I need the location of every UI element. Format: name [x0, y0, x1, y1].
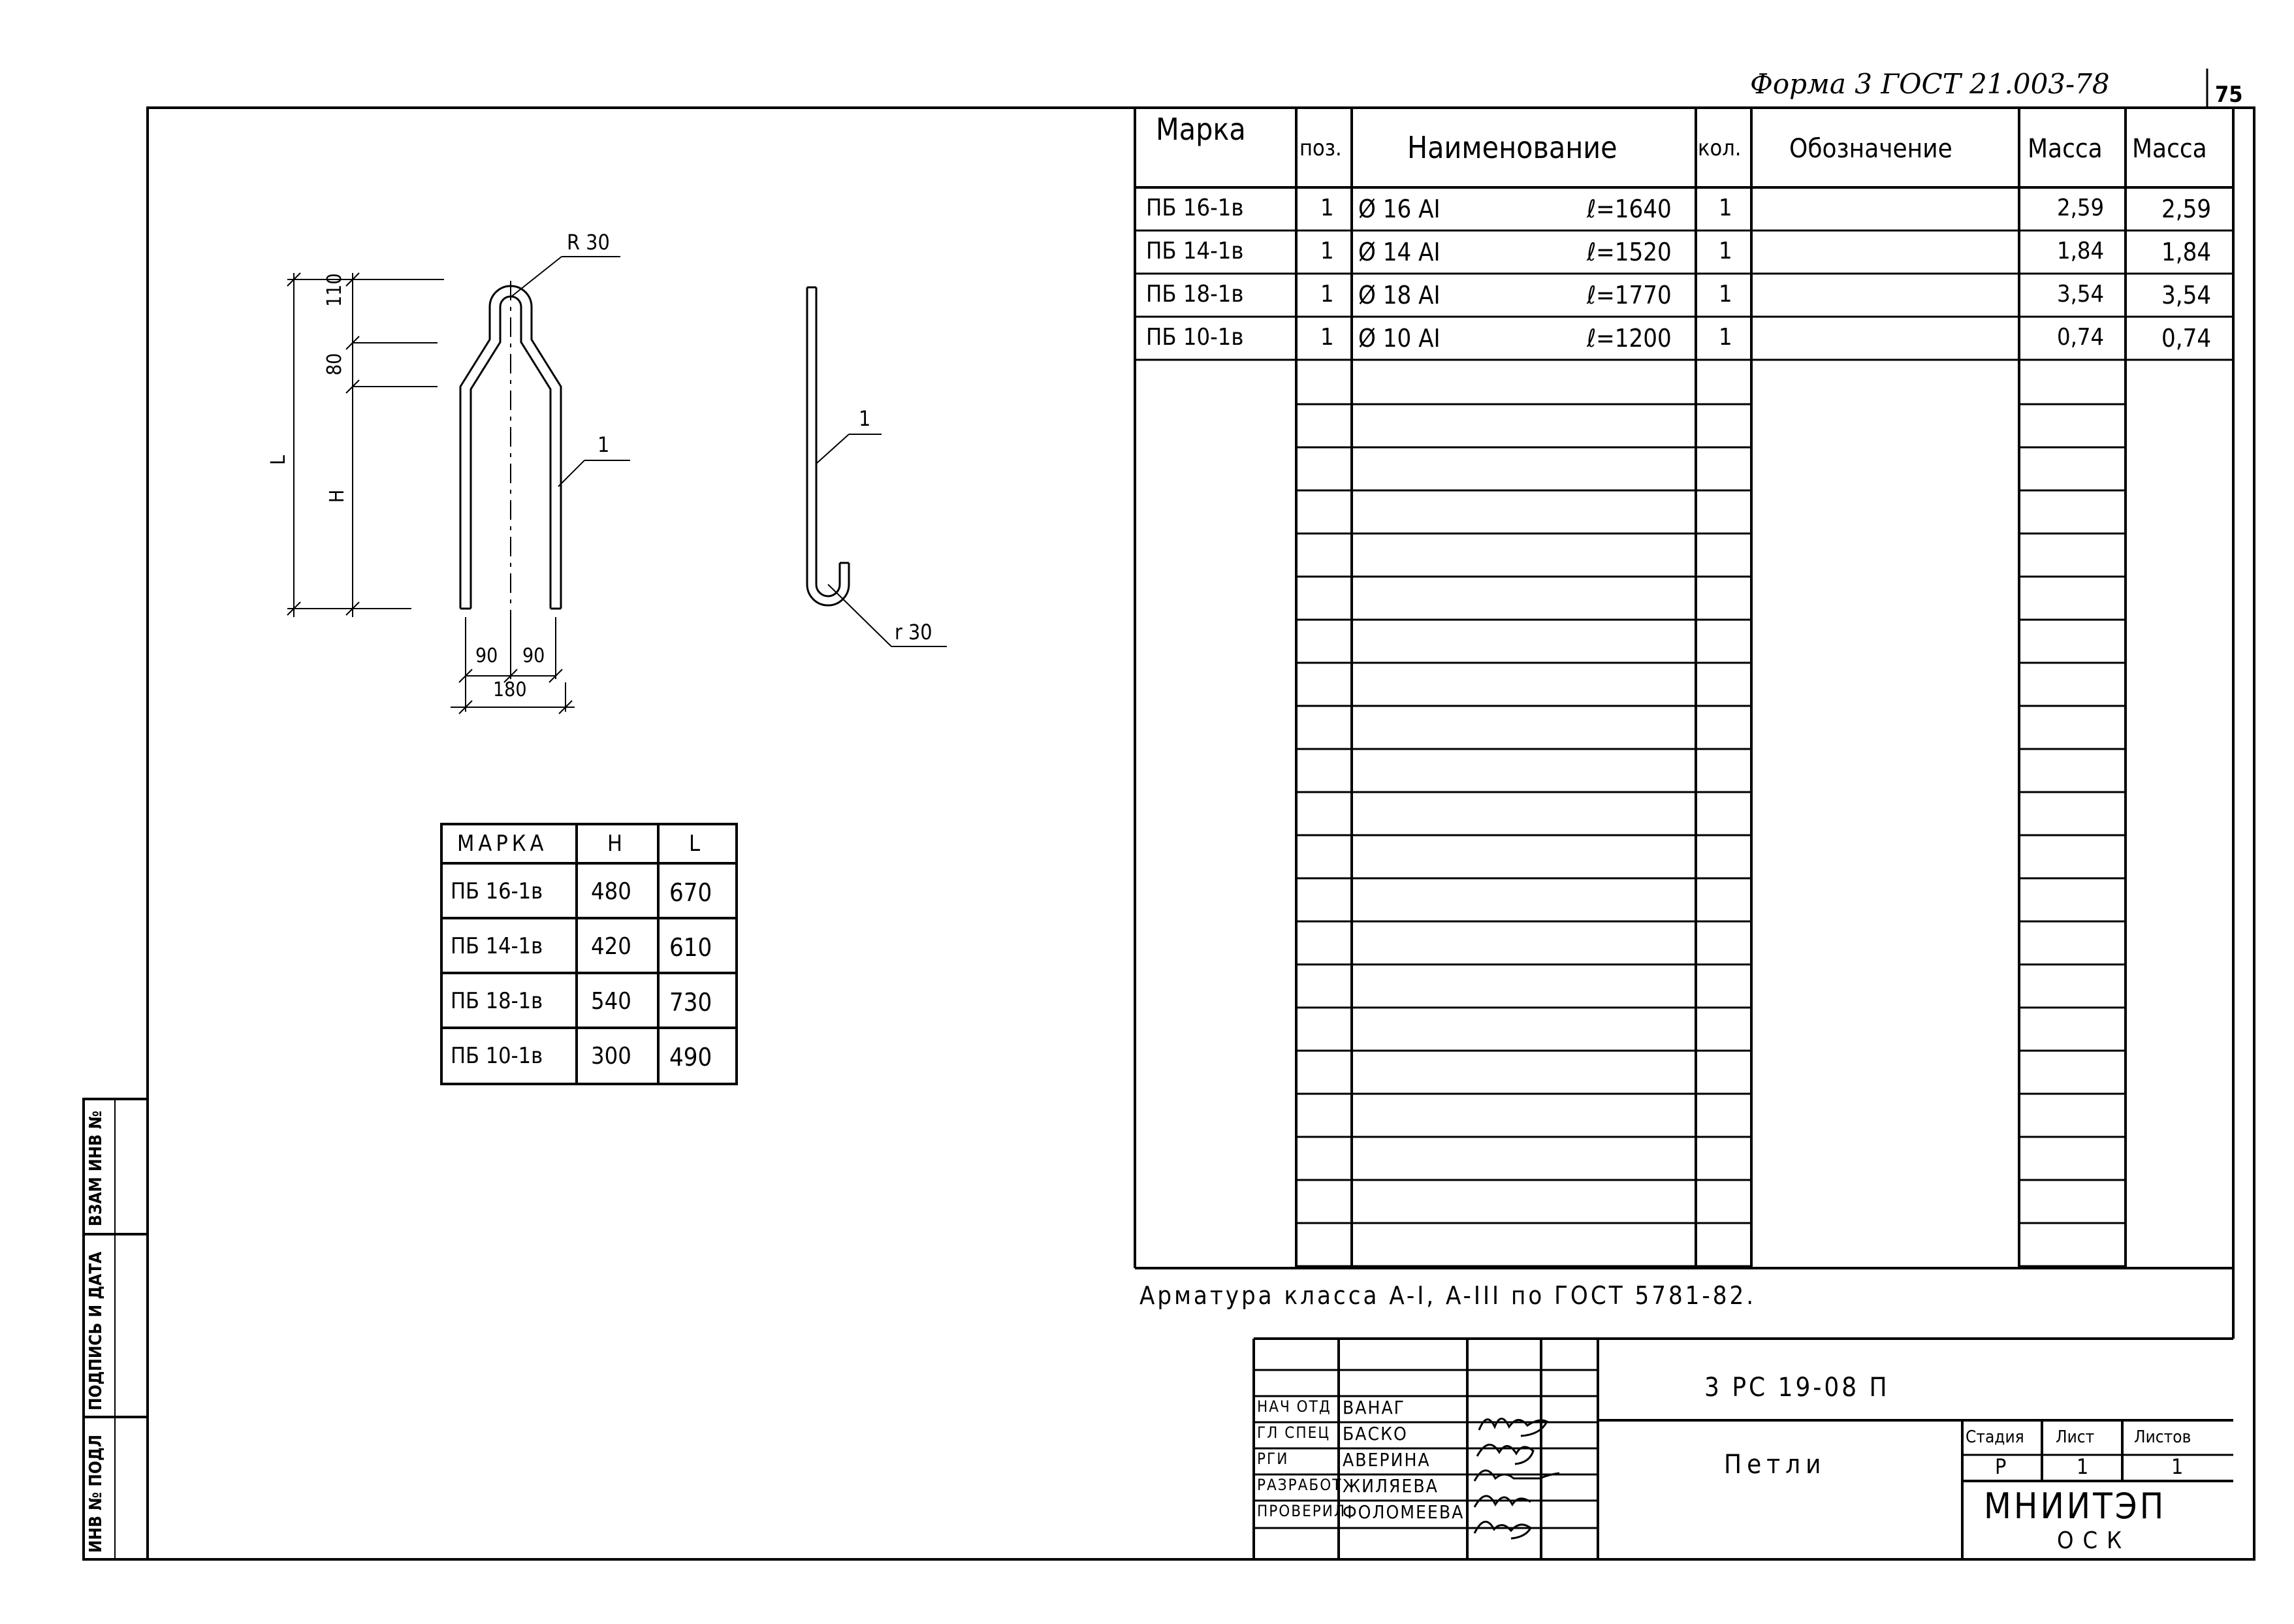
loop-front-view: [287, 257, 630, 714]
dims-cell-l: 610: [669, 933, 712, 962]
dims-cell-h: 540: [591, 988, 631, 1015]
staff-name: ВАНАГ: [1343, 1397, 1406, 1418]
stage-label: Стадия: [1966, 1427, 2024, 1447]
spec-cell-mark: ПБ 14-1в: [1146, 238, 1244, 264]
dims-cell-l: 730: [669, 988, 712, 1017]
spec-header-mark: Марка: [1156, 112, 1246, 147]
spec-cell-mass1: 2,59: [2057, 195, 2105, 221]
side-stamp-inv-podl: ИНВ № ПОДЛ: [86, 1434, 106, 1553]
spec-cell-qty: 1: [1719, 281, 1732, 308]
dims-cell-mark: ПБ 16-1в: [451, 878, 543, 904]
dims-cell-h: 300: [591, 1043, 631, 1070]
document-code: 3 PC 19-08 П: [1704, 1373, 1890, 1403]
dims-cell-h: 480: [591, 878, 631, 905]
organization: МНИИТЭП: [1984, 1486, 2167, 1527]
staff-role: ПРОВЕРИЛ: [1257, 1502, 1346, 1520]
spec-cell-mass1: 3,54: [2057, 281, 2105, 308]
staff-name: БАСКО: [1343, 1423, 1408, 1444]
sheets-value: 1: [2171, 1454, 2184, 1479]
side-stamp-vzam-inv: ВЗАМ ИНВ №: [86, 1110, 106, 1226]
spec-cell-qty: 1: [1719, 195, 1732, 221]
spec-header-qty: кол.: [1698, 135, 1742, 161]
spec-cell-length: ℓ=1200: [1587, 324, 1672, 353]
spec-cell-mark: ПБ 10-1в: [1146, 324, 1244, 351]
spec-cell-mass1: 0,74: [2057, 324, 2105, 351]
spec-cell-pos: 1: [1320, 238, 1334, 264]
staff-role: РГИ: [1257, 1450, 1289, 1468]
dims-cell-l: 490: [669, 1043, 712, 1072]
dim-110-label: 110: [323, 273, 346, 307]
spec-cell-mark: ПБ 16-1в: [1146, 195, 1244, 221]
dims-cell-h: 420: [591, 933, 631, 960]
dims-cell-mark: ПБ 10-1в: [451, 1043, 543, 1069]
dim-90a-label: 90: [475, 645, 498, 667]
dim-90b-label: 90: [522, 645, 545, 667]
sheets-label: Листов: [2134, 1427, 2191, 1447]
position-1-side-label: 1: [859, 406, 871, 431]
dim-80-label: 80: [323, 353, 346, 375]
dim-180-label: 180: [493, 678, 527, 701]
spec-row-lines: [1135, 231, 2233, 1266]
dims-header-mark: МАРКА: [457, 831, 548, 857]
spec-cell-mass2: 0,74: [2161, 324, 2212, 353]
spec-cell-length: ℓ=1520: [1587, 238, 1672, 266]
spec-note: Арматура класса A-I, A-III по ГОСТ 5781-82.: [1139, 1281, 1757, 1310]
stage-value: Р: [1995, 1454, 2007, 1479]
staff-role: ГЛ СПЕЦ: [1257, 1424, 1331, 1442]
spec-cell-name: Ø 10 AI: [1358, 324, 1441, 353]
spec-cell-mass2: 1,84: [2161, 238, 2212, 266]
spec-header-mass1: Масса: [2028, 134, 2103, 164]
dim-h-label: H: [326, 489, 349, 503]
spec-cell-mark: ПБ 18-1в: [1146, 281, 1244, 308]
spec-header-designation: Обозначение: [1789, 134, 1952, 164]
spec-header-name: Наименование: [1407, 130, 1617, 165]
staff-name: ЖИЛЯЕВА: [1343, 1475, 1439, 1497]
page-number: 75: [2215, 82, 2243, 108]
staff-role: НАЧ ОТД: [1257, 1397, 1331, 1416]
dims-header-l: L: [689, 831, 701, 857]
signatures: [1474, 1419, 1559, 1539]
spec-cell-name: Ø 14 AI: [1358, 238, 1441, 266]
spec-cell-mass1: 1,84: [2057, 238, 2105, 264]
spec-cell-pos: 1: [1320, 281, 1334, 308]
spec-header-mass2: Масса: [2132, 134, 2207, 164]
side-stamp-podpis-data: ПОДПИСЬ И ДАТА: [86, 1251, 106, 1410]
form-label: Форма 3 ГОСТ 21.003-78: [1750, 68, 2110, 100]
staff-name: ФОЛОМЕЕВА: [1343, 1501, 1465, 1523]
dim-l-label: L: [267, 454, 290, 465]
spec-cell-length: ℓ=1640: [1587, 195, 1672, 223]
spec-header-pos: поз.: [1299, 135, 1342, 161]
staff-role: РАЗРАБОТ: [1257, 1476, 1343, 1494]
radius-hook-label: r 30: [895, 620, 932, 645]
dims-cell-l: 670: [669, 878, 712, 907]
radius-top-label: R 30: [567, 230, 610, 255]
document-title: Петли: [1724, 1450, 1826, 1480]
spec-cell-pos: 1: [1320, 195, 1334, 221]
position-1-front-label: 1: [597, 432, 610, 457]
dims-header-h: H: [607, 831, 623, 857]
spec-cell-mass2: 3,54: [2161, 281, 2212, 310]
dims-cell-mark: ПБ 14-1в: [451, 933, 543, 959]
spec-cell-qty: 1: [1719, 324, 1732, 351]
spec-cell-name: Ø 18 AI: [1358, 281, 1441, 310]
staff-name: АВЕРИНА: [1343, 1449, 1431, 1471]
loop-side-view: [807, 287, 947, 646]
sheet-value: 1: [2077, 1454, 2089, 1479]
spec-cell-qty: 1: [1719, 238, 1732, 264]
sheet-label: Лист: [2056, 1427, 2095, 1447]
spec-cell-length: ℓ=1770: [1587, 281, 1672, 310]
organization-sub: ОСК: [2057, 1527, 2131, 1554]
dims-cell-mark: ПБ 18-1в: [451, 988, 543, 1014]
spec-cell-mass2: 2,59: [2161, 195, 2212, 223]
spec-cell-name: Ø 16 AI: [1358, 195, 1441, 223]
spec-cell-pos: 1: [1320, 324, 1334, 351]
